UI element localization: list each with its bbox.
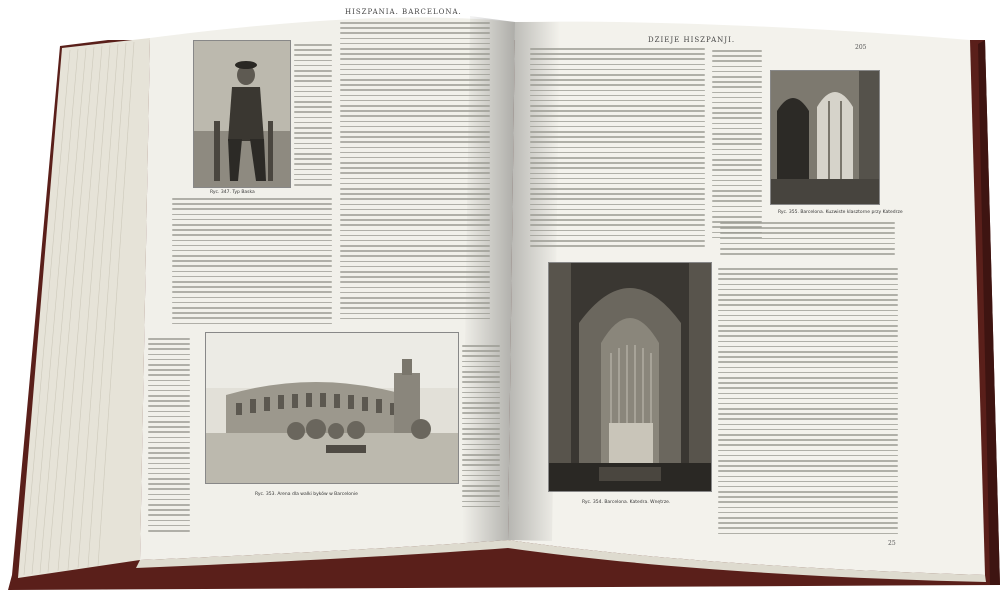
- gothic-cloister-scene: [771, 71, 879, 204]
- left-lower-narrow-column: [462, 345, 500, 515]
- left-margin-column: [148, 338, 190, 538]
- right-upper-wide-text: [720, 222, 895, 262]
- right-bottom-text: [720, 440, 895, 530]
- cloister-caption: Ryc. 355. Barcelona. Kuzwiste klasztorne przy Katedrze: [778, 210, 903, 215]
- bullring-caption: Ryc. 353. Arena dla walki byków w Barcelonie: [255, 492, 358, 497]
- right-running-head: DZIEJE HISZPANJI.: [648, 36, 736, 44]
- portrait-photo: [193, 40, 291, 188]
- right-column-text: [530, 48, 705, 253]
- left-running-head: HISZPANIA. BARCELONA.: [345, 8, 462, 16]
- left-right-column-text: [340, 22, 490, 327]
- cathedral-photo: [548, 262, 712, 492]
- left-column-text: [172, 198, 332, 330]
- cathedral-interior-scene: [549, 263, 711, 491]
- right-footer-mark: 25: [888, 540, 896, 547]
- bullring-photo: [205, 332, 459, 484]
- man-seated-figure: [194, 41, 290, 187]
- right-narrow-column: [712, 50, 762, 250]
- cathedral-caption: Ryc. 354. Barcelona. Katedra. Wnętrze.: [582, 500, 671, 505]
- portrait-caption: Ryc. 347. Typ Baska: [210, 190, 255, 195]
- left-top-narrow-column: [294, 44, 332, 194]
- bullring-scene: [206, 333, 458, 483]
- right-page-number: 205: [855, 44, 867, 51]
- cloister-photo: [770, 70, 880, 205]
